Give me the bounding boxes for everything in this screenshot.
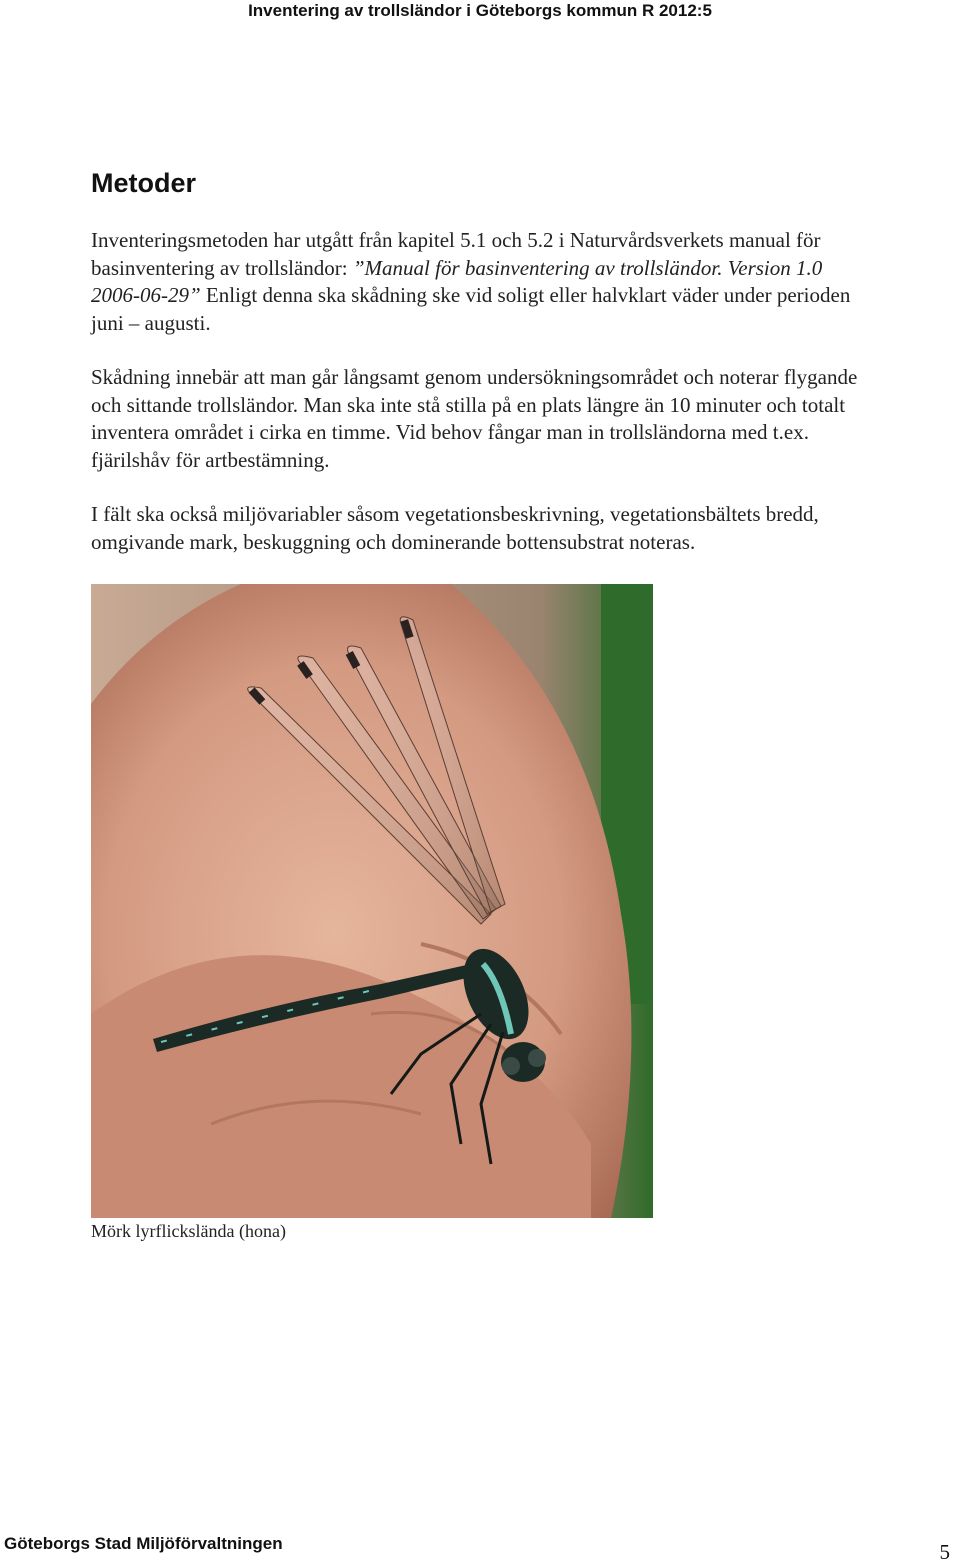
paragraph-observation: Skådning innebär att man går långsamt genom undersökningsområdet och noterar flygande och sittande trollsländor. Man ska inte stå stilla på en plats längre än 10 minuter och totalt inventera området i cirka en timme. Vid behov fångar man in trollsländorna med t.ex. fjärilshåv för artbestämning.	[91, 365, 858, 472]
section-heading: Metoder	[91, 168, 197, 198]
paragraph-environment: I fält ska också miljövariabler såsom vegetationsbeskrivning, vegetationsbältets bredd, omgivande mark, beskuggning och dominerande bottensubstrat noteras.	[91, 502, 819, 554]
damselfly-on-finger-photo-icon	[91, 584, 653, 1218]
paragraph-text: Inventeringsmetoden har utgått från kapitel 5.1 och 5.2 i Naturvårdsverkets manual för basinventering av trollsländor:	[91, 228, 821, 280]
page-number: 5	[939, 1540, 950, 1564]
footer-organization: Göteborgs Stad Miljöförvaltningen	[4, 1534, 283, 1553]
paragraph-method-source	[91, 227, 861, 337]
manual-title-italic: ”Manual för basinventering av trollsländor. Version 1.0 2006-06-29”	[91, 255, 823, 307]
running-header: Inventering av trollsländor i Göteborgs kommun R 2012:5	[248, 1, 712, 20]
damselfly-photo	[91, 584, 653, 1218]
figure-caption: Mörk lyrflickslända (hona)	[91, 1221, 286, 1241]
paragraph-text: Enligt denna ska skådning ske vid soligt eller halvklart väder under perioden juni – augusti.	[91, 283, 851, 335]
